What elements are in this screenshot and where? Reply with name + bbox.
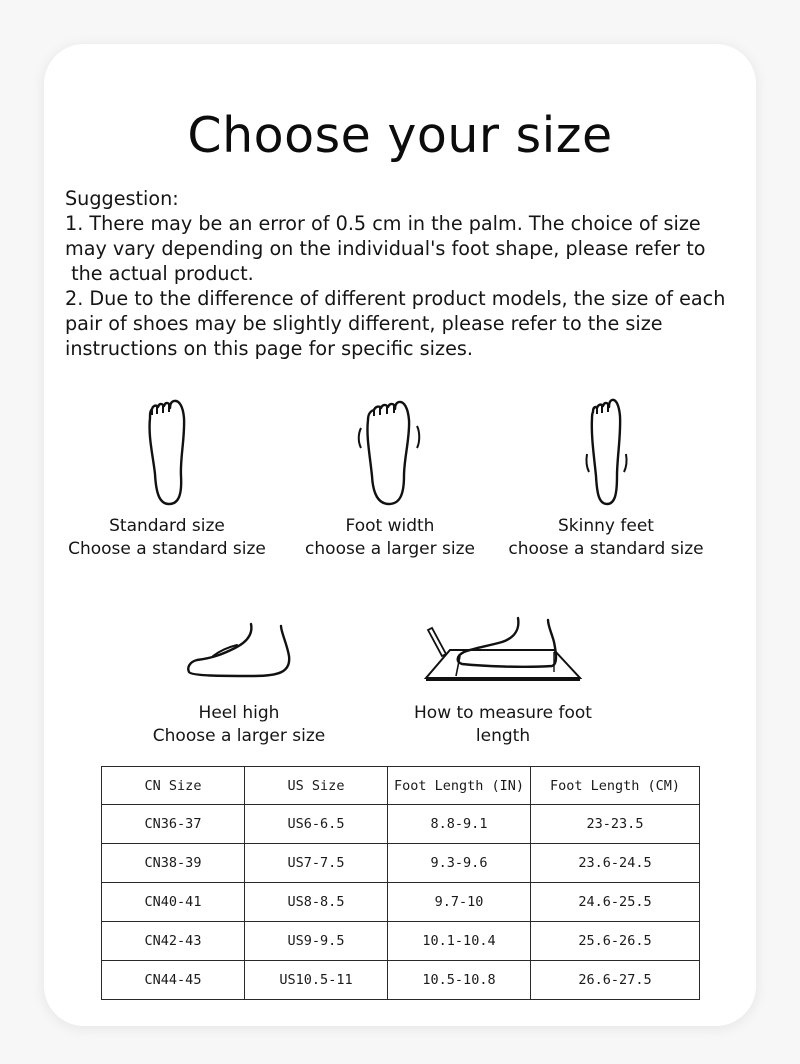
header-foot-length-in: Foot Length (IN): [388, 767, 531, 805]
cell-foot-length-in: 10.1-10.4: [388, 922, 531, 961]
cell-us-size: US7-7.5: [245, 844, 388, 883]
measure-foot-figure: [392, 616, 614, 748]
measure-foot-icon: [422, 616, 584, 686]
foot-type-label: Foot width: [345, 516, 435, 536]
table-row: [102, 805, 700, 844]
page-title: Choose your size: [187, 107, 613, 164]
heel-high-label: Heel high: [198, 703, 280, 723]
cell-foot-length-in: 8.8-9.1: [388, 805, 531, 844]
foot-type-standard: [56, 396, 278, 561]
suggestion-line: 2. Due to the difference of different product models, the size of each: [65, 287, 726, 310]
suggestion-line: instructions on this page for specific sizes.: [65, 337, 473, 360]
cell-foot-length-cm: 25.6-26.5: [531, 922, 700, 961]
header-cn-size: CN Size: [102, 767, 245, 805]
header-us-size: US Size: [245, 767, 388, 805]
cell-foot-length-cm: 26.6-27.5: [531, 961, 700, 1000]
heel-high-figure: [128, 620, 350, 748]
suggestion-line: 1. There may be an error of 0.5 cm in the palm. The choice of size: [65, 212, 701, 235]
foot-type-label: Standard size: [109, 516, 225, 536]
table-row: [102, 844, 700, 883]
cell-us-size: US8-8.5: [245, 883, 388, 922]
foot-type-advice: Choose a standard size: [68, 539, 266, 559]
table-header-row: [102, 767, 700, 805]
header-foot-length-cm: Foot Length (CM): [531, 767, 700, 805]
cell-foot-length-cm: 23-23.5: [531, 805, 700, 844]
cell-foot-length-cm: 24.6-25.5: [531, 883, 700, 922]
skinny-foot-icon: [576, 396, 636, 508]
foot-type-label: Skinny feet: [558, 516, 654, 536]
cell-foot-length-in: 9.3-9.6: [388, 844, 531, 883]
cell-foot-length-cm: 23.6-24.5: [531, 844, 700, 883]
cell-cn-size: CN42-43: [102, 922, 245, 961]
foot-type-skinny: [496, 396, 716, 561]
cell-us-size: US9-9.5: [245, 922, 388, 961]
suggestion-line: may vary depending on the individual's foot shape, please refer to: [65, 237, 706, 260]
table-row: [102, 883, 700, 922]
suggestion-block: [65, 186, 755, 361]
cell-cn-size: CN40-41: [102, 883, 245, 922]
cell-cn-size: CN38-39: [102, 844, 245, 883]
suggestion-heading: Suggestion:: [65, 187, 179, 210]
wide-foot-icon: [352, 396, 428, 508]
size-chart-table: [101, 766, 700, 1000]
suggestion-line: pair of shoes may be slightly different, please refer to the size: [65, 312, 663, 335]
high-heel-foot-icon: [183, 620, 295, 682]
foot-type-advice: choose a larger size: [305, 539, 475, 559]
table-row: [102, 961, 700, 1000]
measure-foot-advice: length: [475, 726, 531, 746]
foot-type-advice: choose a standard size: [508, 539, 704, 559]
foot-type-wide: [280, 396, 500, 561]
heel-high-advice: Choose a larger size: [152, 726, 326, 746]
cell-us-size: US6-6.5: [245, 805, 388, 844]
cell-cn-size: CN44-45: [102, 961, 245, 1000]
measure-foot-label: How to measure foot: [414, 703, 592, 723]
standard-foot-icon: [137, 396, 197, 508]
cell-foot-length-in: 9.7-10: [388, 883, 531, 922]
suggestion-line: the actual product.: [65, 262, 254, 285]
cell-foot-length-in: 10.5-10.8: [388, 961, 531, 1000]
cell-us-size: US10.5-11: [245, 961, 388, 1000]
cell-cn-size: CN36-37: [102, 805, 245, 844]
table-row: [102, 922, 700, 961]
